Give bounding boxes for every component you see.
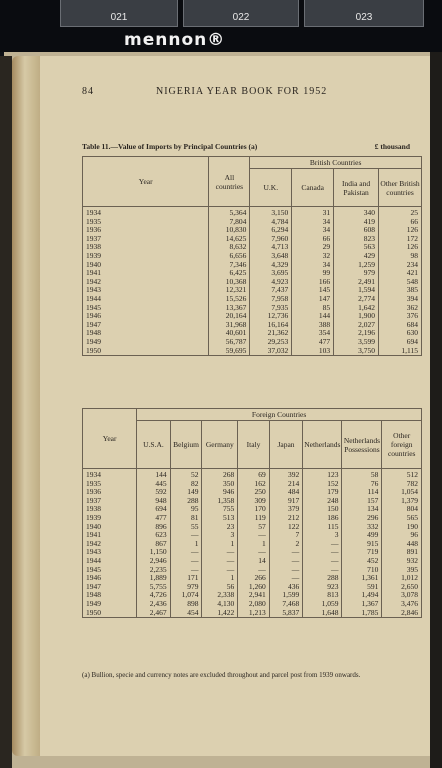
value-cell: 6,425 bbox=[209, 269, 250, 278]
value-cell: 144 bbox=[292, 312, 334, 321]
value-cell: — bbox=[170, 531, 202, 540]
page-number: 84 bbox=[82, 86, 94, 97]
value-cell: 867 bbox=[137, 540, 170, 549]
value-cell: 979 bbox=[170, 583, 202, 592]
value-cell: — bbox=[202, 566, 238, 575]
value-cell: 4,923 bbox=[250, 278, 292, 287]
value-cell: 14 bbox=[238, 557, 270, 566]
value-cell: 10,368 bbox=[209, 278, 250, 287]
value-cell: 948 bbox=[137, 497, 170, 506]
year-cell: 1943 bbox=[83, 548, 137, 557]
value-cell: 144 bbox=[137, 469, 170, 480]
value-cell: 2,491 bbox=[334, 278, 379, 287]
value-cell: 917 bbox=[269, 497, 302, 506]
value-cell: 608 bbox=[334, 226, 379, 235]
column-header-netherlands-possessions: Netherlands Possessions bbox=[342, 421, 382, 469]
value-cell: 170 bbox=[238, 505, 270, 514]
value-cell: — bbox=[238, 548, 270, 557]
value-cell: 69 bbox=[238, 469, 270, 480]
value-cell: — bbox=[269, 548, 302, 557]
brand-logo: mennon® bbox=[124, 30, 226, 50]
value-cell: 126 bbox=[379, 226, 422, 235]
value-cell: 21,362 bbox=[250, 329, 292, 338]
value-cell: 630 bbox=[379, 329, 422, 338]
value-cell: 477 bbox=[137, 514, 170, 523]
value-cell: 1,367 bbox=[342, 600, 382, 609]
value-cell: 2,774 bbox=[334, 295, 379, 304]
year-cell: 1944 bbox=[83, 557, 137, 566]
column-header-italy: Italy bbox=[238, 421, 270, 469]
value-cell: 2,846 bbox=[382, 609, 422, 618]
value-cell: 66 bbox=[292, 235, 334, 244]
value-cell: 2,027 bbox=[334, 321, 379, 330]
year-cell: 1937 bbox=[83, 497, 137, 506]
value-cell: 23 bbox=[202, 523, 238, 532]
year-cell: 1936 bbox=[83, 226, 209, 235]
value-cell: — bbox=[269, 574, 302, 583]
value-cell: 1,213 bbox=[238, 609, 270, 618]
value-cell: 1,594 bbox=[334, 286, 379, 295]
value-cell: 10,830 bbox=[209, 226, 250, 235]
value-cell: 6,294 bbox=[250, 226, 292, 235]
value-cell: 684 bbox=[379, 321, 422, 330]
value-cell: 484 bbox=[269, 488, 302, 497]
value-cell: 34 bbox=[292, 261, 334, 270]
value-cell: 1 bbox=[170, 540, 202, 549]
table-row bbox=[83, 207, 422, 218]
value-cell: 419 bbox=[334, 218, 379, 227]
value-cell: 56,787 bbox=[209, 338, 250, 347]
footnote: (a) Bullion, specie and currency notes are excluded throughout and parcel post from 1939 onwards. bbox=[82, 671, 361, 679]
group-header-british: British Countries bbox=[250, 157, 422, 169]
column-header-canada: Canada bbox=[292, 169, 334, 207]
value-cell: 2,436 bbox=[137, 600, 170, 609]
value-cell: 979 bbox=[334, 269, 379, 278]
value-cell: 7,346 bbox=[209, 261, 250, 270]
value-cell: 126 bbox=[379, 243, 422, 252]
value-cell: 392 bbox=[269, 469, 302, 480]
value-cell: 1,494 bbox=[342, 591, 382, 600]
value-cell: 4,713 bbox=[250, 243, 292, 252]
value-cell: 66 bbox=[379, 218, 422, 227]
value-cell: 25 bbox=[379, 207, 422, 218]
value-cell: 14,625 bbox=[209, 235, 250, 244]
value-cell: 8,632 bbox=[209, 243, 250, 252]
value-cell: 2,467 bbox=[137, 609, 170, 618]
value-cell: 76 bbox=[342, 480, 382, 489]
value-cell: — bbox=[238, 566, 270, 575]
value-cell: 436 bbox=[269, 583, 302, 592]
value-cell: 5,837 bbox=[269, 609, 302, 618]
column-header-belgium: Belgium bbox=[170, 421, 202, 469]
value-cell: — bbox=[170, 557, 202, 566]
value-cell: 1,059 bbox=[303, 600, 342, 609]
value-cell: 268 bbox=[202, 469, 238, 480]
value-cell: 379 bbox=[269, 505, 302, 514]
year-cell: 1943 bbox=[83, 286, 209, 295]
value-cell: 57 bbox=[238, 523, 270, 532]
year-cell: 1947 bbox=[83, 321, 209, 330]
value-cell: 591 bbox=[342, 583, 382, 592]
year-cell: 1937 bbox=[83, 235, 209, 244]
value-cell: 915 bbox=[342, 540, 382, 549]
value-cell: 2,235 bbox=[137, 566, 170, 575]
value-cell: 563 bbox=[334, 243, 379, 252]
value-cell: 82 bbox=[170, 480, 202, 489]
value-cell: 1 bbox=[202, 574, 238, 583]
value-cell: 2,650 bbox=[382, 583, 422, 592]
value-cell: 3 bbox=[303, 531, 342, 540]
value-cell: — bbox=[303, 566, 342, 575]
value-cell: 29 bbox=[292, 243, 334, 252]
value-cell: 96 bbox=[382, 531, 422, 540]
value-cell: 6,656 bbox=[209, 252, 250, 261]
year-cell: 1939 bbox=[83, 514, 137, 523]
year-cell: 1935 bbox=[83, 218, 209, 227]
group-header-foreign: Foreign Countries bbox=[137, 409, 422, 421]
year-cell: 1944 bbox=[83, 295, 209, 304]
value-cell: 452 bbox=[342, 557, 382, 566]
value-cell: 1,599 bbox=[269, 591, 302, 600]
value-cell: 340 bbox=[334, 207, 379, 218]
value-cell: 40,601 bbox=[209, 329, 250, 338]
value-cell: 162 bbox=[238, 480, 270, 489]
value-cell: 592 bbox=[137, 488, 170, 497]
value-cell: 288 bbox=[170, 497, 202, 506]
value-cell: — bbox=[269, 557, 302, 566]
year-cell: 1946 bbox=[83, 574, 137, 583]
value-cell: 7,437 bbox=[250, 286, 292, 295]
value-cell: 782 bbox=[382, 480, 422, 489]
table-unit: £ thousand bbox=[374, 142, 410, 151]
year-cell: 1948 bbox=[83, 329, 209, 338]
value-cell: 3,150 bbox=[250, 207, 292, 218]
year-cell: 1939 bbox=[83, 252, 209, 261]
value-cell: 2,196 bbox=[334, 329, 379, 338]
value-cell: 1,785 bbox=[342, 609, 382, 618]
value-cell: 477 bbox=[292, 338, 334, 347]
value-cell: 7,935 bbox=[250, 304, 292, 313]
year-cell: 1949 bbox=[83, 338, 209, 347]
value-cell: 1,648 bbox=[303, 609, 342, 618]
year-cell: 1941 bbox=[83, 269, 209, 278]
value-cell: 248 bbox=[303, 497, 342, 506]
value-cell: 813 bbox=[303, 591, 342, 600]
value-cell: 20,164 bbox=[209, 312, 250, 321]
value-cell: 1,422 bbox=[202, 609, 238, 618]
value-cell: 1,115 bbox=[379, 347, 422, 356]
value-cell: 350 bbox=[202, 480, 238, 489]
value-cell: 34 bbox=[292, 218, 334, 227]
value-cell: 388 bbox=[292, 321, 334, 330]
column-header-other-foreign: Other foreign countries bbox=[382, 421, 422, 469]
book-page bbox=[40, 56, 430, 756]
scanner-rail bbox=[0, 56, 12, 768]
value-cell: 149 bbox=[170, 488, 202, 497]
value-cell: 385 bbox=[379, 286, 422, 295]
year-cell: 1942 bbox=[83, 278, 209, 287]
value-cell: 34 bbox=[292, 226, 334, 235]
year-cell: 1948 bbox=[83, 591, 137, 600]
column-header-japan: Japan bbox=[269, 421, 302, 469]
value-cell: 29,253 bbox=[250, 338, 292, 347]
value-cell: 56 bbox=[202, 583, 238, 592]
value-cell: 710 bbox=[342, 566, 382, 575]
value-cell: 354 bbox=[292, 329, 334, 338]
value-cell: 1,074 bbox=[170, 591, 202, 600]
value-cell: 2,080 bbox=[238, 600, 270, 609]
value-cell: 694 bbox=[137, 505, 170, 514]
value-cell: 122 bbox=[269, 523, 302, 532]
year-cell: 1938 bbox=[83, 243, 209, 252]
value-cell: 98 bbox=[379, 252, 422, 261]
value-cell: 157 bbox=[342, 497, 382, 506]
value-cell: — bbox=[303, 540, 342, 549]
value-cell: 166 bbox=[292, 278, 334, 287]
value-cell: 3,599 bbox=[334, 338, 379, 347]
year-cell: 1949 bbox=[83, 600, 137, 609]
value-cell: 394 bbox=[379, 295, 422, 304]
value-cell: 15,526 bbox=[209, 295, 250, 304]
value-cell: 214 bbox=[269, 480, 302, 489]
value-cell: 32 bbox=[292, 252, 334, 261]
frame-label: 021 bbox=[60, 0, 178, 27]
value-cell: 5,755 bbox=[137, 583, 170, 592]
value-cell: 16,164 bbox=[250, 321, 292, 330]
value-cell: 1,260 bbox=[238, 583, 270, 592]
year-cell: 1945 bbox=[83, 304, 209, 313]
value-cell: 4,784 bbox=[250, 218, 292, 227]
value-cell: 694 bbox=[379, 338, 422, 347]
value-cell: 1,900 bbox=[334, 312, 379, 321]
value-cell: 1 bbox=[202, 540, 238, 549]
column-header-germany: Germany bbox=[202, 421, 238, 469]
value-cell: 3,695 bbox=[250, 269, 292, 278]
value-cell: 179 bbox=[303, 488, 342, 497]
value-cell: 755 bbox=[202, 505, 238, 514]
value-cell: 923 bbox=[303, 583, 342, 592]
table-row bbox=[83, 469, 422, 480]
value-cell: 250 bbox=[238, 488, 270, 497]
value-cell: 190 bbox=[382, 523, 422, 532]
value-cell: 1,358 bbox=[202, 497, 238, 506]
value-cell: 932 bbox=[382, 557, 422, 566]
year-cell: 1935 bbox=[83, 480, 137, 489]
table-body bbox=[83, 207, 422, 356]
year-cell: 1945 bbox=[83, 566, 137, 575]
imports-table-british bbox=[82, 156, 422, 356]
value-cell: 332 bbox=[342, 523, 382, 532]
value-cell: 12,736 bbox=[250, 312, 292, 321]
running-head: NIGERIA YEAR BOOK FOR 1952 bbox=[156, 86, 328, 97]
value-cell: 1,054 bbox=[382, 488, 422, 497]
value-cell: 37,032 bbox=[250, 347, 292, 356]
value-cell: 81 bbox=[170, 514, 202, 523]
value-cell: 499 bbox=[342, 531, 382, 540]
column-header-india: India and Pakistan bbox=[334, 169, 379, 207]
value-cell: 171 bbox=[170, 574, 202, 583]
value-cell: 114 bbox=[342, 488, 382, 497]
value-cell: 150 bbox=[303, 505, 342, 514]
year-cell: 1940 bbox=[83, 523, 137, 532]
value-cell: 1 bbox=[238, 540, 270, 549]
value-cell: 719 bbox=[342, 548, 382, 557]
value-cell: 2,338 bbox=[202, 591, 238, 600]
column-header-year: Year bbox=[83, 409, 137, 469]
table-caption: Table 11.—Value of Imports by Principal Countries (a) bbox=[82, 142, 258, 151]
frame-label: 023 bbox=[304, 0, 424, 27]
column-header-all-countries: All countries bbox=[209, 157, 250, 207]
value-cell: — bbox=[238, 531, 270, 540]
column-header-netherlands: Netherlands bbox=[303, 421, 342, 469]
value-cell: 134 bbox=[342, 505, 382, 514]
value-cell: 896 bbox=[137, 523, 170, 532]
value-cell: 1,012 bbox=[382, 574, 422, 583]
value-cell: 513 bbox=[202, 514, 238, 523]
value-cell: — bbox=[202, 557, 238, 566]
value-cell: 548 bbox=[379, 278, 422, 287]
value-cell: 7,960 bbox=[250, 235, 292, 244]
value-cell: 804 bbox=[382, 505, 422, 514]
value-cell: 4,329 bbox=[250, 261, 292, 270]
value-cell: 1,150 bbox=[137, 548, 170, 557]
year-cell: 1934 bbox=[83, 207, 209, 218]
value-cell: — bbox=[269, 566, 302, 575]
value-cell: 3,078 bbox=[382, 591, 422, 600]
scanner-rail bbox=[430, 52, 442, 768]
value-cell: 891 bbox=[382, 548, 422, 557]
value-cell: 376 bbox=[379, 312, 422, 321]
value-cell: 288 bbox=[303, 574, 342, 583]
value-cell: 454 bbox=[170, 609, 202, 618]
value-cell: 7,804 bbox=[209, 218, 250, 227]
value-cell: 186 bbox=[303, 514, 342, 523]
value-cell: 52 bbox=[170, 469, 202, 480]
value-cell: — bbox=[170, 566, 202, 575]
value-cell: — bbox=[303, 557, 342, 566]
value-cell: — bbox=[303, 548, 342, 557]
value-cell: 95 bbox=[170, 505, 202, 514]
year-cell: 1934 bbox=[83, 469, 137, 480]
table-row bbox=[83, 609, 422, 618]
value-cell: 3,476 bbox=[382, 600, 422, 609]
value-cell: 429 bbox=[334, 252, 379, 261]
value-cell: 119 bbox=[238, 514, 270, 523]
value-cell: 421 bbox=[379, 269, 422, 278]
value-cell: 445 bbox=[137, 480, 170, 489]
year-cell: 1950 bbox=[83, 609, 137, 618]
value-cell: 123 bbox=[303, 469, 342, 480]
table-body bbox=[83, 469, 422, 618]
value-cell: 623 bbox=[137, 531, 170, 540]
value-cell: 31,968 bbox=[209, 321, 250, 330]
value-cell: 99 bbox=[292, 269, 334, 278]
column-header-year: Year bbox=[83, 157, 209, 207]
value-cell: 5,364 bbox=[209, 207, 250, 218]
value-cell: 59,695 bbox=[209, 347, 250, 356]
film-strip bbox=[0, 0, 442, 52]
value-cell: 7,468 bbox=[269, 600, 302, 609]
value-cell: 309 bbox=[238, 497, 270, 506]
column-header-uk: U.K. bbox=[250, 169, 292, 207]
value-cell: 296 bbox=[342, 514, 382, 523]
value-cell: 147 bbox=[292, 295, 334, 304]
year-cell: 1947 bbox=[83, 583, 137, 592]
value-cell: 1,379 bbox=[382, 497, 422, 506]
year-cell: 1940 bbox=[83, 261, 209, 270]
value-cell: 362 bbox=[379, 304, 422, 313]
value-cell: 3 bbox=[202, 531, 238, 540]
value-cell: 395 bbox=[382, 566, 422, 575]
value-cell: 13,367 bbox=[209, 304, 250, 313]
value-cell: 448 bbox=[382, 540, 422, 549]
value-cell: 1,361 bbox=[342, 574, 382, 583]
value-cell: 3,750 bbox=[334, 347, 379, 356]
value-cell: 234 bbox=[379, 261, 422, 270]
value-cell: 266 bbox=[238, 574, 270, 583]
value-cell: 103 bbox=[292, 347, 334, 356]
value-cell: 7 bbox=[269, 531, 302, 540]
value-cell: 31 bbox=[292, 207, 334, 218]
value-cell: 58 bbox=[342, 469, 382, 480]
value-cell: 512 bbox=[382, 469, 422, 480]
year-cell: 1941 bbox=[83, 531, 137, 540]
value-cell: 145 bbox=[292, 286, 334, 295]
value-cell: 2,946 bbox=[137, 557, 170, 566]
value-cell: 152 bbox=[303, 480, 342, 489]
frame-label: 022 bbox=[183, 0, 299, 27]
value-cell: — bbox=[170, 548, 202, 557]
column-header-other-british: Other British countries bbox=[379, 169, 422, 207]
value-cell: 898 bbox=[170, 600, 202, 609]
value-cell: 4,726 bbox=[137, 591, 170, 600]
year-cell: 1938 bbox=[83, 505, 137, 514]
imports-table-foreign bbox=[82, 408, 422, 618]
value-cell: — bbox=[202, 548, 238, 557]
value-cell: 12,321 bbox=[209, 286, 250, 295]
value-cell: 1,259 bbox=[334, 261, 379, 270]
value-cell: 946 bbox=[202, 488, 238, 497]
year-cell: 1946 bbox=[83, 312, 209, 321]
value-cell: 2,941 bbox=[238, 591, 270, 600]
value-cell: 115 bbox=[303, 523, 342, 532]
column-header-usa: U.S.A. bbox=[137, 421, 170, 469]
value-cell: 3,648 bbox=[250, 252, 292, 261]
year-cell: 1950 bbox=[83, 347, 209, 356]
value-cell: 823 bbox=[334, 235, 379, 244]
value-cell: 1,889 bbox=[137, 574, 170, 583]
value-cell: 4,130 bbox=[202, 600, 238, 609]
value-cell: 565 bbox=[382, 514, 422, 523]
year-cell: 1942 bbox=[83, 540, 137, 549]
value-cell: 212 bbox=[269, 514, 302, 523]
value-cell: 85 bbox=[292, 304, 334, 313]
value-cell: 7,958 bbox=[250, 295, 292, 304]
value-cell: 2 bbox=[269, 540, 302, 549]
value-cell: 1,642 bbox=[334, 304, 379, 313]
table-row bbox=[83, 347, 422, 356]
value-cell: 55 bbox=[170, 523, 202, 532]
value-cell: 172 bbox=[379, 235, 422, 244]
year-cell: 1936 bbox=[83, 488, 137, 497]
